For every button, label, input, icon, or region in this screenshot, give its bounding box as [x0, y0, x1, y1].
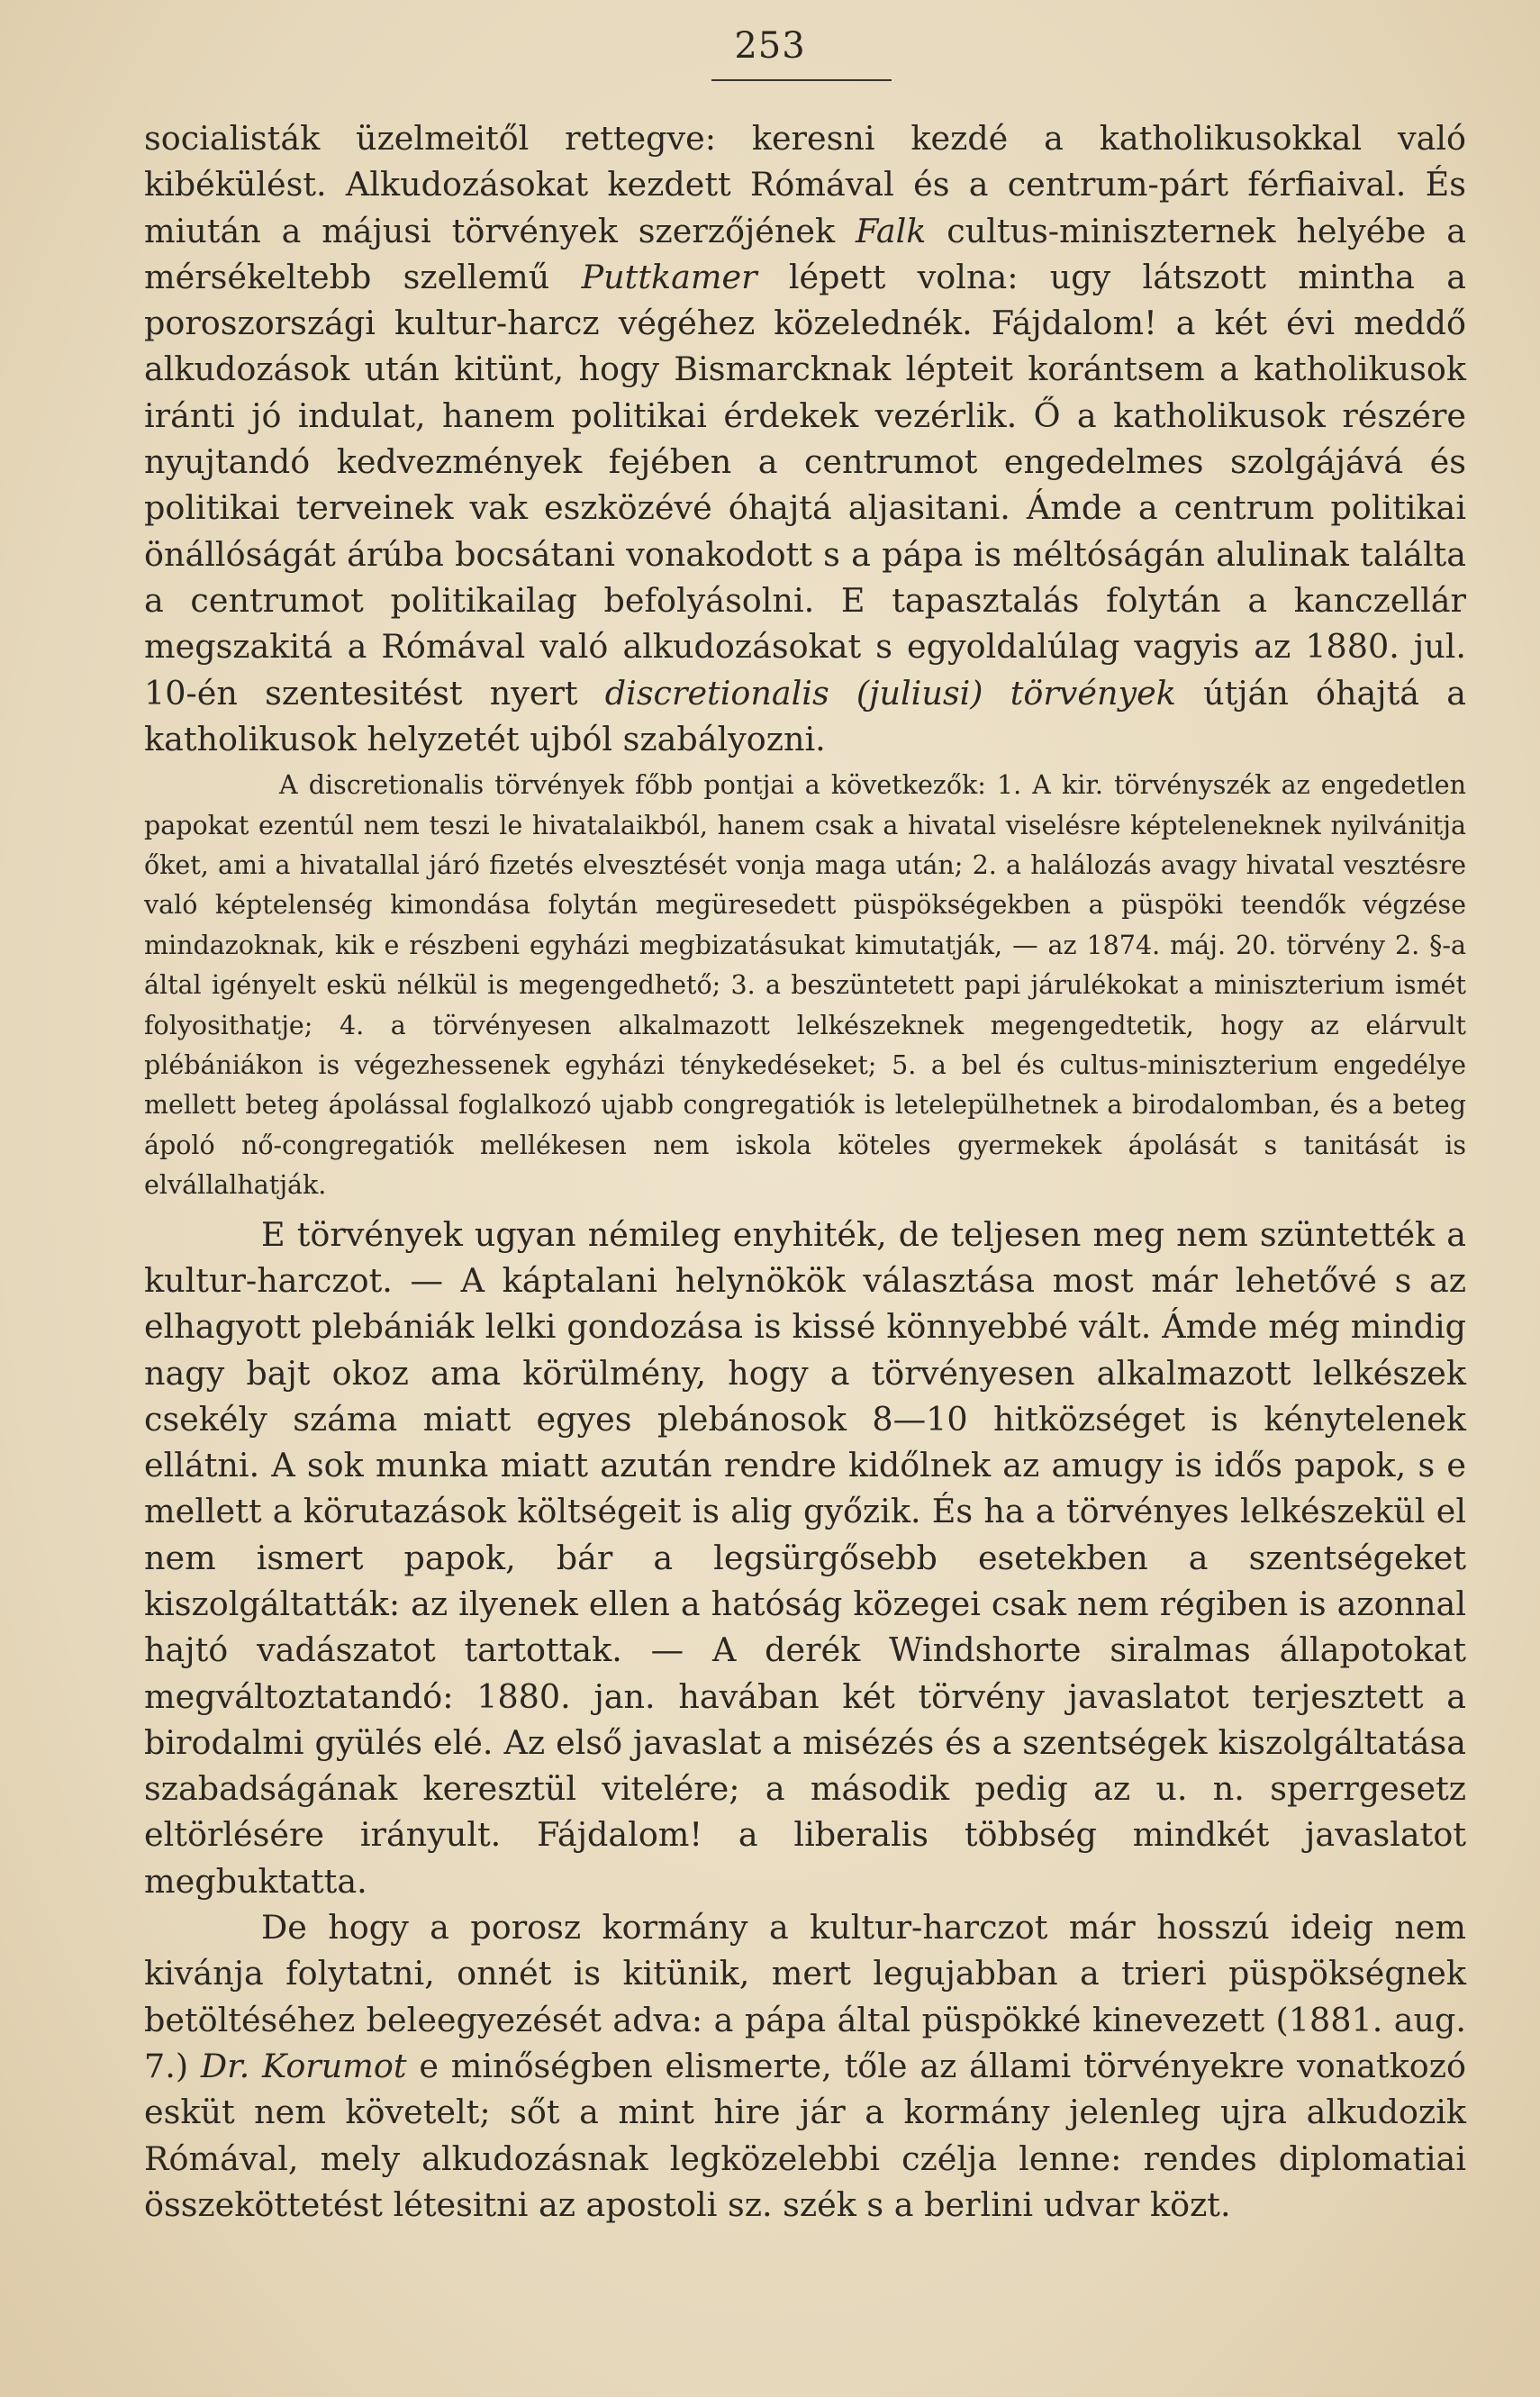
- text-run: útján óhajtá a katholikusok helyzetét ujból szabályozni.: [144, 673, 1466, 758]
- italic-text-run: Falk: [856, 211, 927, 250]
- text-run: e minőségben elismerte, tőle az állami törvényekre vonatkozó esküt nem követelt; sőt a mint hire jár a kormány jelenleg ujra alkudozik Rómával, mely alkudozásnak legközelebbi czélja lenne: rendes diplomatiai összeköttetést létesitni az apostoli sz. szék s a berlini udvar közt.: [144, 2046, 1466, 2224]
- italic-text-run: Dr. Korumot: [200, 2046, 407, 2085]
- text-run: socialisták üzelmeitől rettegve: keresni kezdé a katholikusokkal való kibékülést. Alkudozásokat kezdett Rómával és a centrum-párt férfiaival. És miután a májusi törvények szerzőjének: [144, 119, 1466, 250]
- text-run: E törvények ugyan némileg enyhiték, de teljesen meg nem szüntették a kultur-harczot. — A káptalani helynökök választása most már lehetővé s az elhagyott plebániák lelki gondozása is kissé könnyebbé vált. Ámde még mindig nagy bajt okoz ama körülmény, hogy a törvényesen alkalmazott lelkészek csekély száma miatt egyes plebánosok 8—10 hitközséget is kénytelenek ellátni. A sok munka miatt azután rendre kidőlnek az amugy is idős papok, s e mellett a körutazások költségeit is alig győzik. És ha a törvényes lelkészekül el nem ismert papok, bár a legsürgősebb esetekben a szentségeket kiszolgáltatták: az ilyenek ellen a hatóság közegei csak nem régiben is azonnal hajtó vadászatot tartottak. — A derék Windshorte siralmas állapotokat megváltoztatandó: 1880. jan. havában két törvény javaslatot terjesztett a birodalmi gyülés elé. Az első javaslat a misézés és a szentségek kiszolgáltatása szabadságának keresztül vitelére; a második pedig az u. n. sperrgesetz eltörlésére irányult. Fájdalom! a liberalis többség mindkét javaslatot megbuktatta.: [144, 1214, 1466, 1901]
- header-rule: [711, 79, 892, 81]
- paragraph-3: [144, 1904, 1466, 2228]
- text-run: De hogy a porosz kormány a kultur-harczot már hosszú ideig nem kivánja folytatni, onnét is kitünik, mert legujabban a trieri püspökségnek betöltéséhez beleegyezését adva: a pápa által püspökké kinevezett (1881. aug. 7.): [144, 1908, 1466, 2085]
- italic-text-run: discretionalis (juliusi) törvények: [604, 673, 1176, 713]
- body-text: [144, 115, 1466, 2228]
- text-run: A discretionalis törvények főbb pontjai a következők: 1. A kir. törvényszék az engedetlen papokat ezentúl nem teszi le hivatalaikból, hanem csak a hivatal viselésre képteleneknek nyilvánitja őket, ami a hivatallal járó fizetés elvesztését vonja maga után; 2. a halálozás avagy hivatal vesztésre való képtelenség kimondása folytán megüresedett püspökségekben a püspöki teendők végzése mindazoknak, kik e részbeni egyházi megbizatásukat kimutatják, — az 1874. máj. 20. törvény 2. §-a által igényelt eskü nélkül is megengedhető; 3. a beszüntetett papi járulékokat a miniszterium ismét folyosithatje; 4. a törvényesen alkalmazott lelkészeknek megengedtetik, hogy az elárvult plébániákon is végezhessenek egyházi ténykedéseket; 5. a bel és cultus-miniszterium engedélye mellett beteg ápolással foglalkozó ujabb congregatiók is letelepülhetnek a birodalomban, és a beteg ápoló nő-congregatiók mellékesen nem iskola köteles gyermekek ápolását s tanitását is elvállalhatják.: [144, 770, 1466, 1201]
- text-run: cultus-miniszternek helyébe a mérsékeltebb szellemű: [144, 211, 1466, 296]
- italic-text-run: Puttkamer: [581, 257, 757, 296]
- page-number: 253: [734, 25, 806, 67]
- paragraph-2: [144, 1212, 1466, 1904]
- paragraph-1: [144, 115, 1466, 762]
- text-run: lépett volna: ugy látszott mintha a poroszországi kultur-harcz végéhez közelednék. Fájdalom! a két évi meddő alkudozások után kitünt, hogy Bismarcknak lépteit korántsem a katholikusok iránti jó indulat, hanem politikai érdekek vezérlik. Ő a katholikusok részére nyujtandó kedvezmények fejében a centrumot engedelmes szolgájává és politikai terveinek vak eszközévé óhajtá aljasitani. Ámde a centrum politikai önállóságát árúba bocsátani vonakodott s a pápa is méltóságán alulinak találta a centrumot politikailag befolyásolni. E tapasztalás folytán a kanczellár megszakitá a Rómával való alkudozásokat s egyoldalúlag vagyis az 1880. jul. 10-én szentesitést nyert: [144, 257, 1466, 713]
- footnote: [144, 766, 1466, 1205]
